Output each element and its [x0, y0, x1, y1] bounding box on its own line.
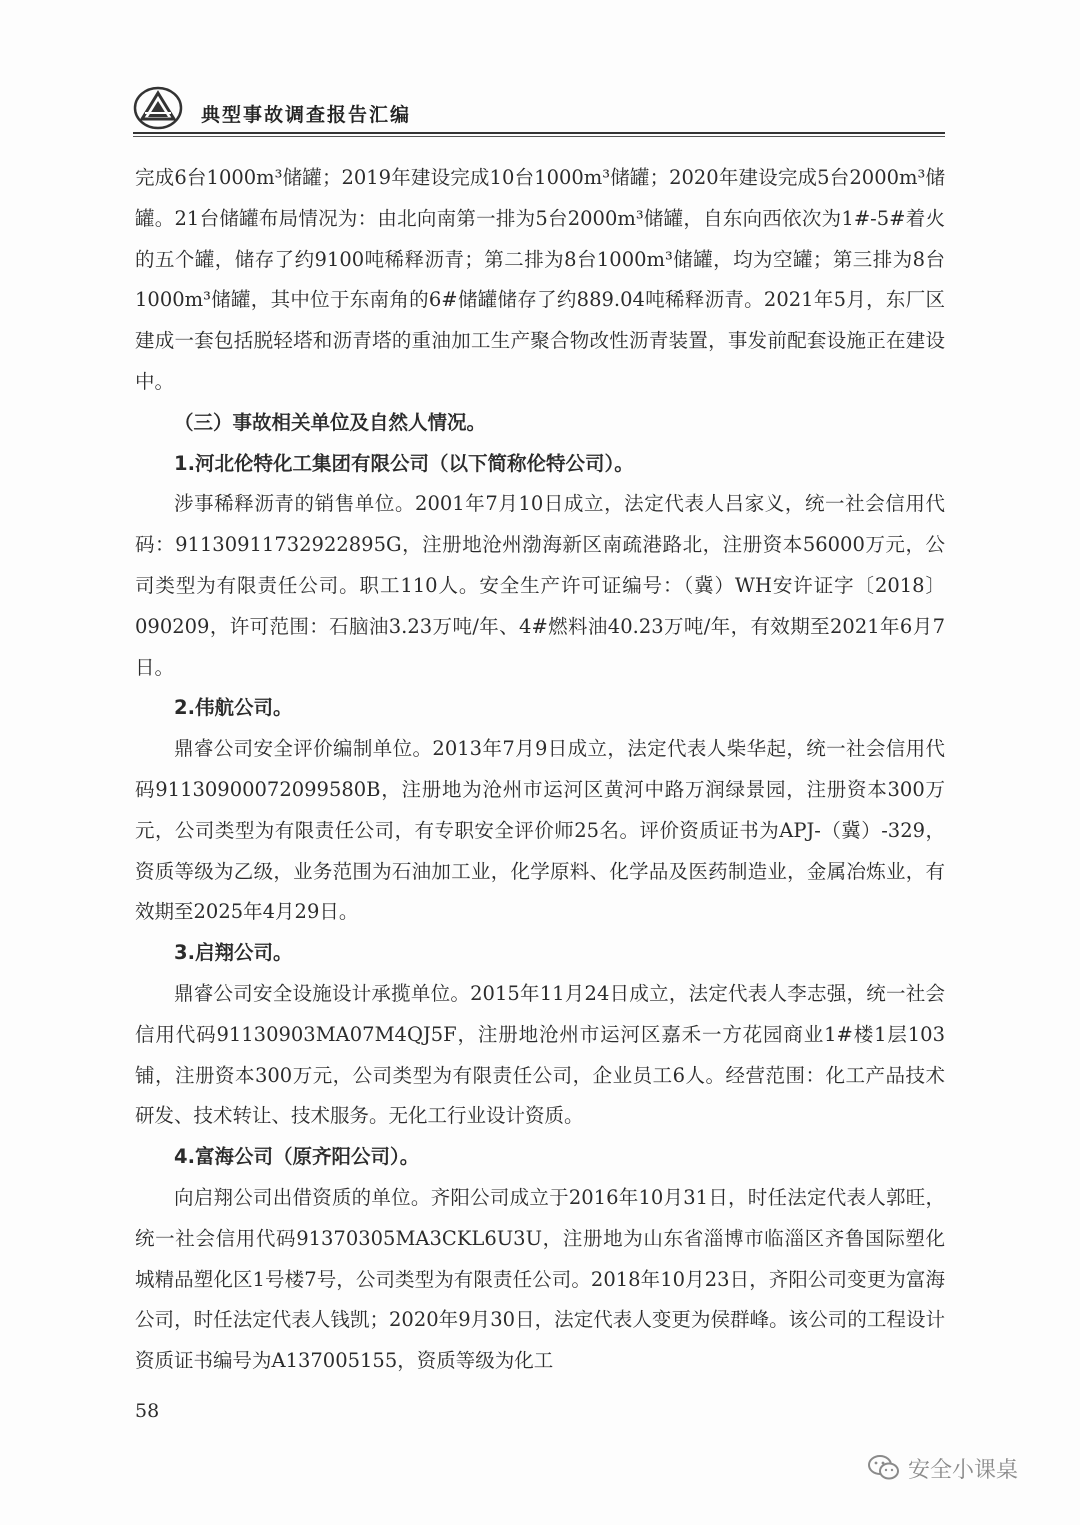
watermark-text: 安全小课桌 — [908, 1457, 1019, 1483]
wechat-icon — [868, 1454, 900, 1482]
header-divider-thin — [133, 136, 945, 137]
section-heading: （三）事故相关单位及自然人情况。 — [174, 410, 487, 434]
header-title: 典型事故调查报告汇编 — [201, 104, 412, 126]
paragraph-weihang: 鼎睿公司安全评价编制单位。2013年7月9日成立，法定代表人柴华起，统一社会信用代码91130900072099580B，注册地为沧州市运河区黄河中路万润绿景园，注册资本300万元，公司类型为有限责任公司，有专职安全评价师25名。评价资质证书为APJ-（冀）-329，资质等级为乙级，业务范围为石油加工业，化学原料、化学品及医药制造业，金属冶炼业，有效期至2025年4月29日。 — [135, 737, 945, 924]
document-body — [135, 158, 945, 1382]
page-number: 58 — [135, 1400, 160, 1422]
subheading-lunte: 1.河北伦特化工集团有限公司（以下简称伦特公司）。 — [174, 451, 634, 475]
subheading-qixiang: 3.启翔公司。 — [174, 941, 293, 965]
watermark — [868, 1448, 1018, 1488]
paragraph-qixiang: 鼎睿公司安全设施设计承揽单位。2015年11月24日成立，法定代表人李志强，统一社会信用代码91130903MA07M4QJ5F，注册地沧州市运河区嘉禾一方花园商业1#楼1层103铺，注册资本300万元，公司类型为有限责任公司，企业员工6人。经营范围：化工产品技术研发、技术转让、技术服务。无化工行业设计资质。 — [135, 981, 945, 1128]
paragraph-fuhai: 向启翔公司出借资质的单位。齐阳公司成立于2016年10月31日，时任法定代表人郭旺，统一社会信用代码91370305MA3CKL6U3U，注册地为山东省淄博市临淄区齐鲁国际塑化城精品塑化区1号楼7号，公司类型为有限责任公司。2018年10月23日，齐阳公司变更为富海公司，时任法定代表人钱凯；2020年9月30日，法定代表人变更为侯群峰。该公司的工程设计资质证书编号为A137005155，资质等级为化工 — [135, 1185, 945, 1373]
paragraph-lunte: 涉事稀释沥青的销售单位。2001年7月10日成立，法定代表人吕家义，统一社会信用代码：91130911732922895G，注册地沧州渤海新区南疏港路北，注册资本56000万元，公司类型为有限责任公司。职工110人。安全生产许可证编号：（冀）WH安许证字〔2018〕090209，许可范围：石脑油3.23万吨/年、4#燃料油40.23万吨/年，有效期至2021年6月7日。 — [135, 492, 945, 679]
header-divider — [133, 132, 945, 134]
page-header — [133, 86, 945, 134]
intro-paragraph: 完成6台1000m³储罐；2019年建设完成10台1000m³储罐；2020年建设完成5台2000m³储罐。21台储罐布局情况为：由北向南第一排为5台2000m³储罐，自东向西依次为1#-5#着火的五个罐，储存了约9100吨稀释沥青；第二排为8台1000m³储罐，均为空罐；第三排为8台1000m³储罐，其中位于东南角的6#储罐储存了约889.04吨稀释沥青。2021年5月，东厂区建成一套包括脱轻塔和沥青塔的重油加工生产聚合物改性沥青装置，事发前配套设施正在建设中。 — [135, 166, 945, 393]
triangle-logo-icon — [133, 86, 183, 130]
subheading-weihang: 2.伟航公司。 — [174, 696, 293, 720]
subheading-fuhai: 4.富海公司（原齐阳公司）。 — [174, 1145, 420, 1169]
